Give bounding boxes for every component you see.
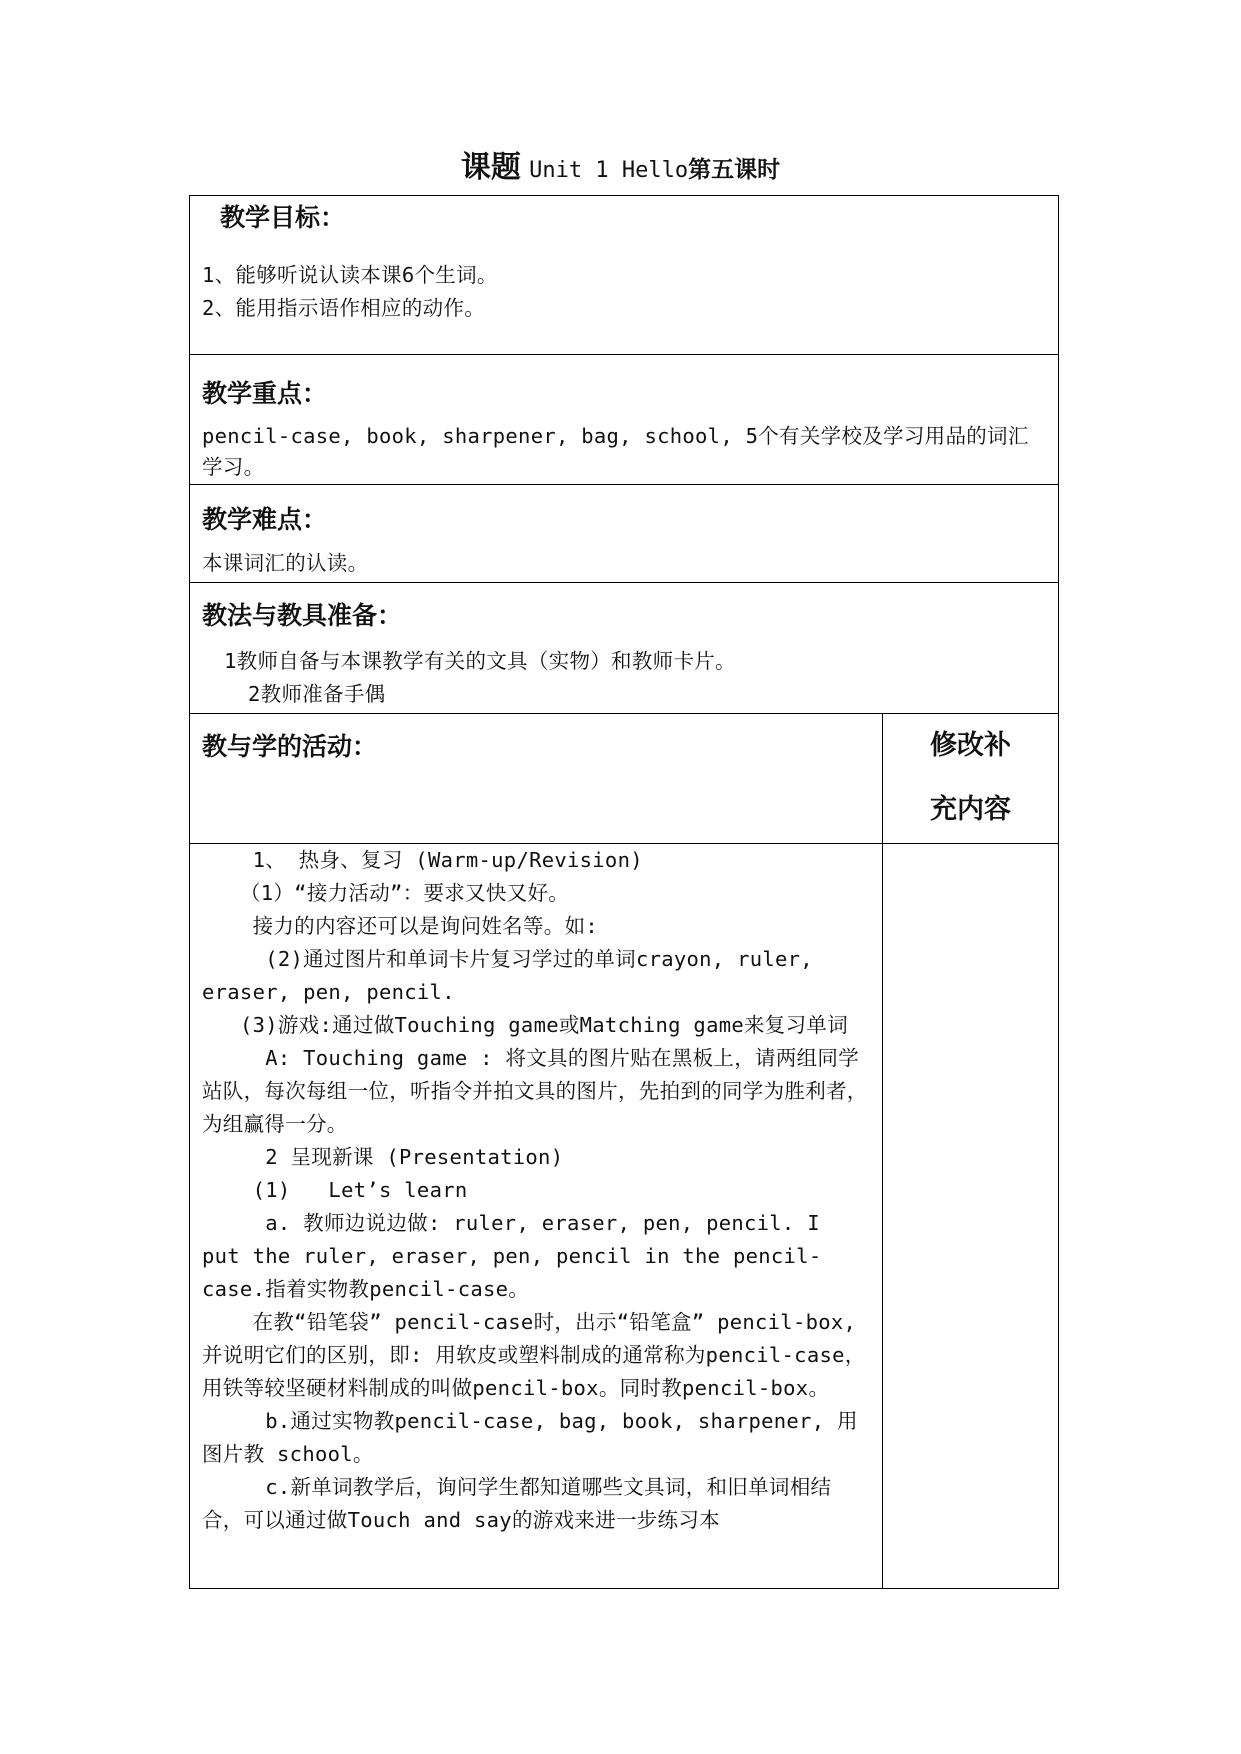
objectives-cell: [190, 196, 1059, 355]
activity-paragraph: 在教“铅笔袋” pencil-case时，出示“铅笔盒” pencil-box, 并说明它们的区别，即: 用软皮或塑料制成的通常称为pencil-case，用铁等较坚硬材料制成的叫做pencil-box。同时教pencil-box。: [202, 1310, 869, 1400]
title-prefix: 课题: [460, 150, 521, 185]
activities-body-cell: [190, 844, 883, 1589]
key-points-cell: [190, 355, 1059, 485]
title-unit: Unit 1 Hello: [529, 158, 689, 183]
lesson-title: [0, 150, 1241, 189]
title-suffix: 第五课时: [688, 157, 781, 183]
activities-heading-cell: [190, 714, 883, 844]
preparation-list: [202, 645, 1046, 711]
objective-item: 2、能用指示语作相应的动作。: [202, 296, 486, 320]
difficulties-heading: 教学难点：: [202, 505, 328, 534]
key-points-text: pencil-case, book, sharpener, bag, school, 5个有关学校及学习用品的词汇学习。: [202, 424, 1029, 479]
preparation-heading: 教法与教具准备：: [202, 601, 403, 630]
activities-body-row: [190, 844, 1059, 1589]
activity-paragraph: A: Touching game : 将文具的图片贴在黑板上，请两组同学站队，每次每组一位，听指令并拍文具的图片，先拍到的同学为胜利者，为组赢得一分。: [202, 1046, 868, 1136]
difficulties-text: 本课词汇的认读。: [202, 551, 369, 575]
difficulties-cell: [190, 485, 1059, 583]
objectives-row: [190, 196, 1059, 355]
activity-paragraph: c.新单词教学后，询问学生都知道哪些文具词，和旧单词相结合，可以通过做Touch and say的游戏来进一步练习本: [202, 1475, 832, 1532]
key-points-row: [190, 355, 1059, 485]
revision-notes-heading-cell: [883, 714, 1059, 844]
activity-paragraph: 1、 热身、复习 (Warm-up/Revision): [202, 848, 643, 872]
preparation-row: [190, 583, 1059, 714]
revision-notes-cell: [883, 844, 1059, 1589]
objectives-heading: 教学目标：: [220, 203, 346, 232]
objectives-list: [202, 259, 1046, 325]
activity-paragraph: （1）“接力活动”：要求又快又好。: [202, 881, 570, 905]
objective-item: 1、能够听说认读本课6个生词。: [202, 263, 498, 287]
activity-paragraph: b.通过实物教pencil-case, bag, book, sharpener, 用图片教 school。: [202, 1409, 858, 1466]
activity-paragraph: 接力的内容还可以是询问姓名等。如:: [202, 914, 599, 938]
activity-paragraph: (2)通过图片和单词卡片复习学过的单词crayon, ruler, eraser, pen, pencil.: [202, 947, 826, 1004]
lesson-plan-table: [189, 195, 1059, 1589]
activity-paragraph: a. 教师边说边做: ruler, eraser, pen, pencil. I put the ruler, eraser, pen, pencil in the pencil-case.指着实物教pencil-case。: [202, 1211, 833, 1301]
activity-paragraph: (1) Let’s learn: [202, 1178, 468, 1202]
revision-notes-heading-line2: 充内容: [930, 794, 1011, 825]
key-points-heading: 教学重点：: [202, 379, 328, 408]
difficulties-row: [190, 485, 1059, 583]
activity-paragraph: (3)游戏:通过做Touching game或Matching game来复习单词: [202, 1013, 848, 1037]
revision-notes-heading-line1: 修改补: [930, 730, 1011, 761]
preparation-item: 1教师自备与本课教学有关的文具（实物）和教师卡片。: [224, 649, 736, 673]
activities-heading: 教与学的活动：: [202, 732, 378, 761]
activity-paragraph: 2 呈现新课 (Presentation): [202, 1145, 564, 1169]
preparation-item: 2教师准备手偶: [248, 682, 386, 706]
activities-header-row: [190, 714, 1059, 844]
preparation-cell: [190, 583, 1059, 714]
activities-text: [202, 844, 870, 1537]
